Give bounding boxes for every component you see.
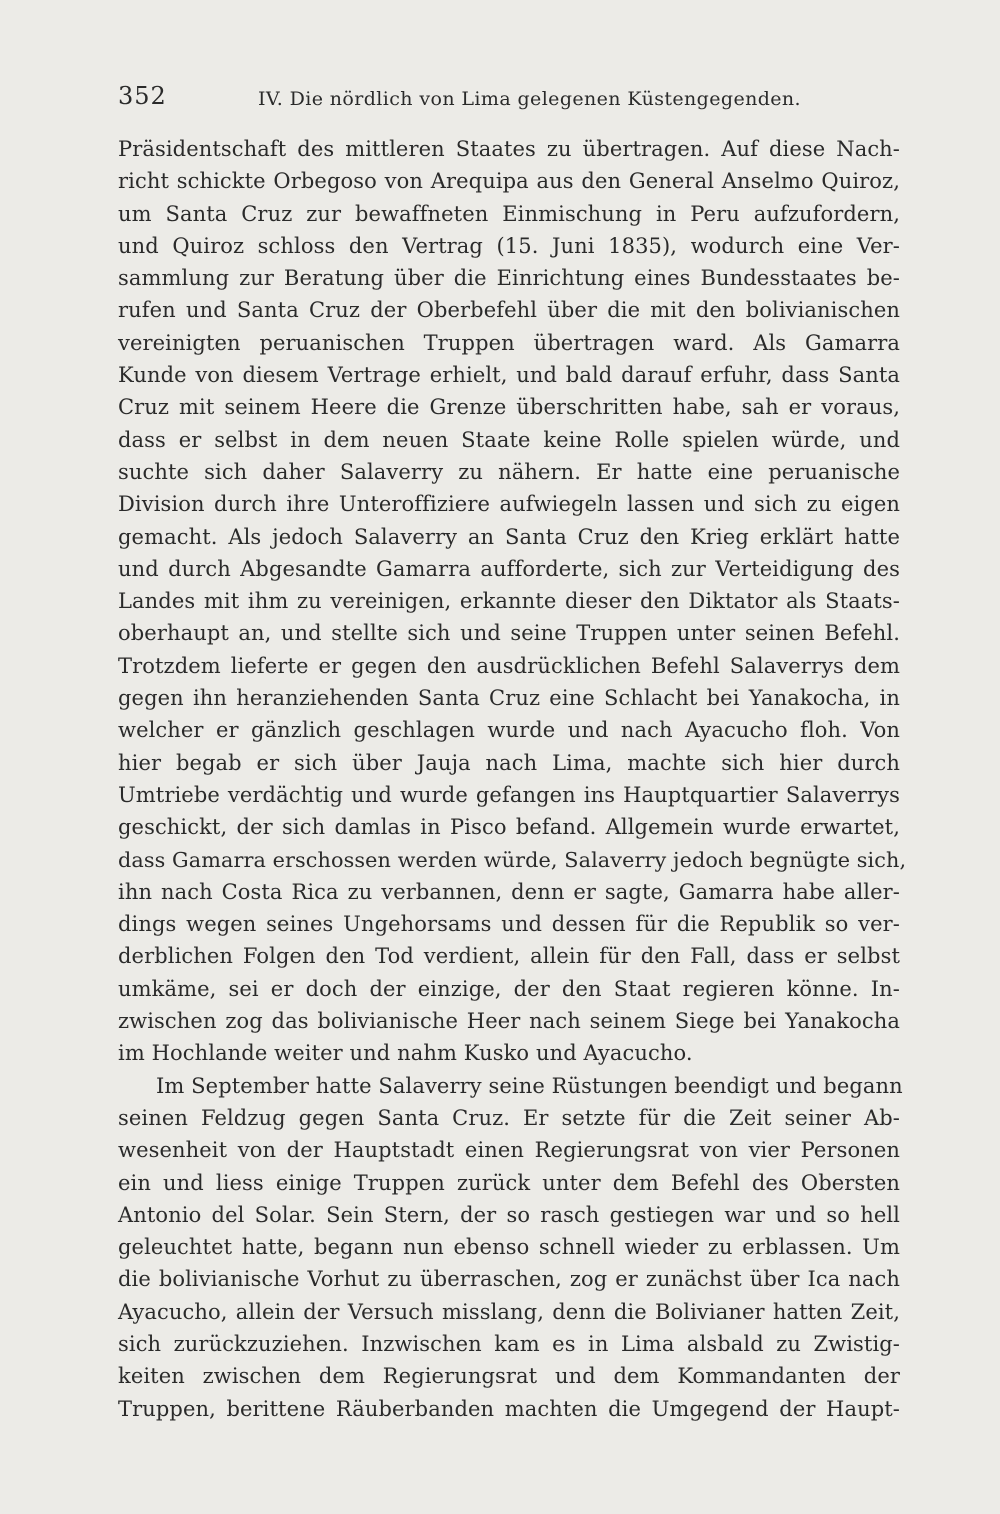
text-line: Kunde von diesem Vertrage erhielt, und bald darauf erfuhr, dass Santa (118, 363, 900, 388)
text-line: dass er selbst in dem neuen Staate keine Rolle spielen würde, und (118, 427, 900, 452)
text-line: seinen Feldzug gegen Santa Cruz. Er setzte für die Zeit seiner Ab- (118, 1105, 900, 1130)
text-line: Im September hatte Salaverry seine Rüstungen beendigt und begann (156, 1073, 903, 1098)
text-line: zwischen zog das bolivianische Heer nach seinem Siege bei Yanakocha (118, 1009, 900, 1034)
text-line: im Hochlande weiter und nahm Kusko und Ayacucho. (118, 1041, 693, 1066)
text-line: um Santa Cruz zur bewaffneten Einmischung in Peru aufzufordern, (118, 201, 900, 226)
text-line: umkäme, sei er doch der einzige, der den Staat regieren könne. In- (118, 976, 900, 1001)
page-number: 352 (118, 82, 167, 110)
text-line: vereinigten peruanischen Truppen übertragen ward. Als Gamarra (118, 330, 900, 355)
text-line: sich zurückzuziehen. Inzwischen kam es in Lima alsbald zu Zwistig- (118, 1331, 900, 1356)
text-line: Umtriebe verdächtig und wurde gefangen ins Hauptquartier Salaverrys (118, 782, 900, 807)
text-line: gemacht. Als jedoch Salaverry an Santa Cruz den Krieg erklärt hatte (118, 524, 900, 549)
body-text (118, 133, 907, 1425)
text-line: hier begab er sich über Jauja nach Lima, machte sich hier durch (118, 750, 900, 775)
text-line: Cruz mit seinem Heere die Grenze überschritten habe, sah er voraus, (118, 395, 900, 420)
text-line: Landes mit ihm zu vereinigen, erkannte dieser den Diktator als Staats- (118, 589, 900, 614)
text-line: Präsidentschaft des mittleren Staates zu übertragen. Auf diese Nach- (118, 137, 900, 161)
text-line: derblichen Folgen den Tod verdient, allein für den Fall, dass er selbst (118, 944, 900, 969)
text-line: und Quiroz schloss den Vertrag (15. Juni 1835), wodurch eine Ver- (118, 233, 900, 258)
text-line: richt schickte Orbegoso von Arequipa aus den General Anselmo Quiroz, (118, 169, 900, 194)
text-line: welcher er gänzlich geschlagen wurde und nach Ayacucho floh. Von (118, 718, 900, 743)
text-line: dass Gamarra erschossen werden würde, Salaverry jedoch begnügte sich, (118, 847, 907, 872)
text-line: die bolivianische Vorhut zu überraschen, zog er zunächst über Ica nach (118, 1267, 900, 1292)
text-line: Antonio del Solar. Sein Stern, der so rasch gestiegen war und so hell (118, 1202, 900, 1227)
text-line: Truppen, berittene Räuberbanden machten die Umgegend der Haupt- (118, 1396, 900, 1421)
text-line: Division durch ihre Unteroffiziere aufwiegeln lassen und sich zu eigen (118, 492, 900, 517)
text-line: geleuchtet hatte, begann nun ebenso schnell wieder zu erblassen. Um (118, 1235, 900, 1260)
running-head: IV. Die nördlich von Lima gelegenen Küstengegenden. (258, 88, 802, 110)
text-line: ihn nach Costa Rica zu verbannen, denn er sagte, Gamarra habe aller- (118, 879, 900, 904)
text-line: sammlung zur Beratung über die Einrichtung eines Bundesstaates be- (118, 266, 900, 291)
text-line: dings wegen seines Ungehorsams und dessen für die Republik so ver- (118, 912, 900, 937)
text-line: und durch Abgesandte Gamarra aufforderte, sich zur Verteidigung des (118, 556, 900, 581)
text-line: geschickt, der sich damlas in Pisco befand. Allgemein wurde erwartet, (118, 815, 900, 840)
text-line: ein und liess einige Truppen zurück unter dem Befehl des Obersten (118, 1170, 900, 1195)
text-line: gegen ihn heranziehenden Santa Cruz eine Schlacht bei Yanakocha, in (118, 686, 900, 711)
page-header (118, 82, 900, 118)
text-line: suchte sich daher Salaverry zu nähern. Er hatte eine peruanische (118, 459, 900, 484)
text-line: Trotzdem lieferte er gegen den ausdrücklichen Befehl Salaverrys dem (118, 653, 900, 678)
text-line: oberhaupt an, und stellte sich und seine Truppen unter seinen Befehl. (118, 621, 900, 646)
text-line: wesenheit von der Hauptstadt einen Regierungsrat von vier Personen (118, 1138, 900, 1163)
text-line: Ayacucho, allein der Versuch misslang, denn die Bolivianer hatten Zeit, (118, 1299, 900, 1324)
text-line: keiten zwischen dem Regierungsrat und dem Kommandanten der (118, 1364, 900, 1389)
text-line: rufen und Santa Cruz der Oberbefehl über die mit den bolivianischen (118, 298, 900, 323)
